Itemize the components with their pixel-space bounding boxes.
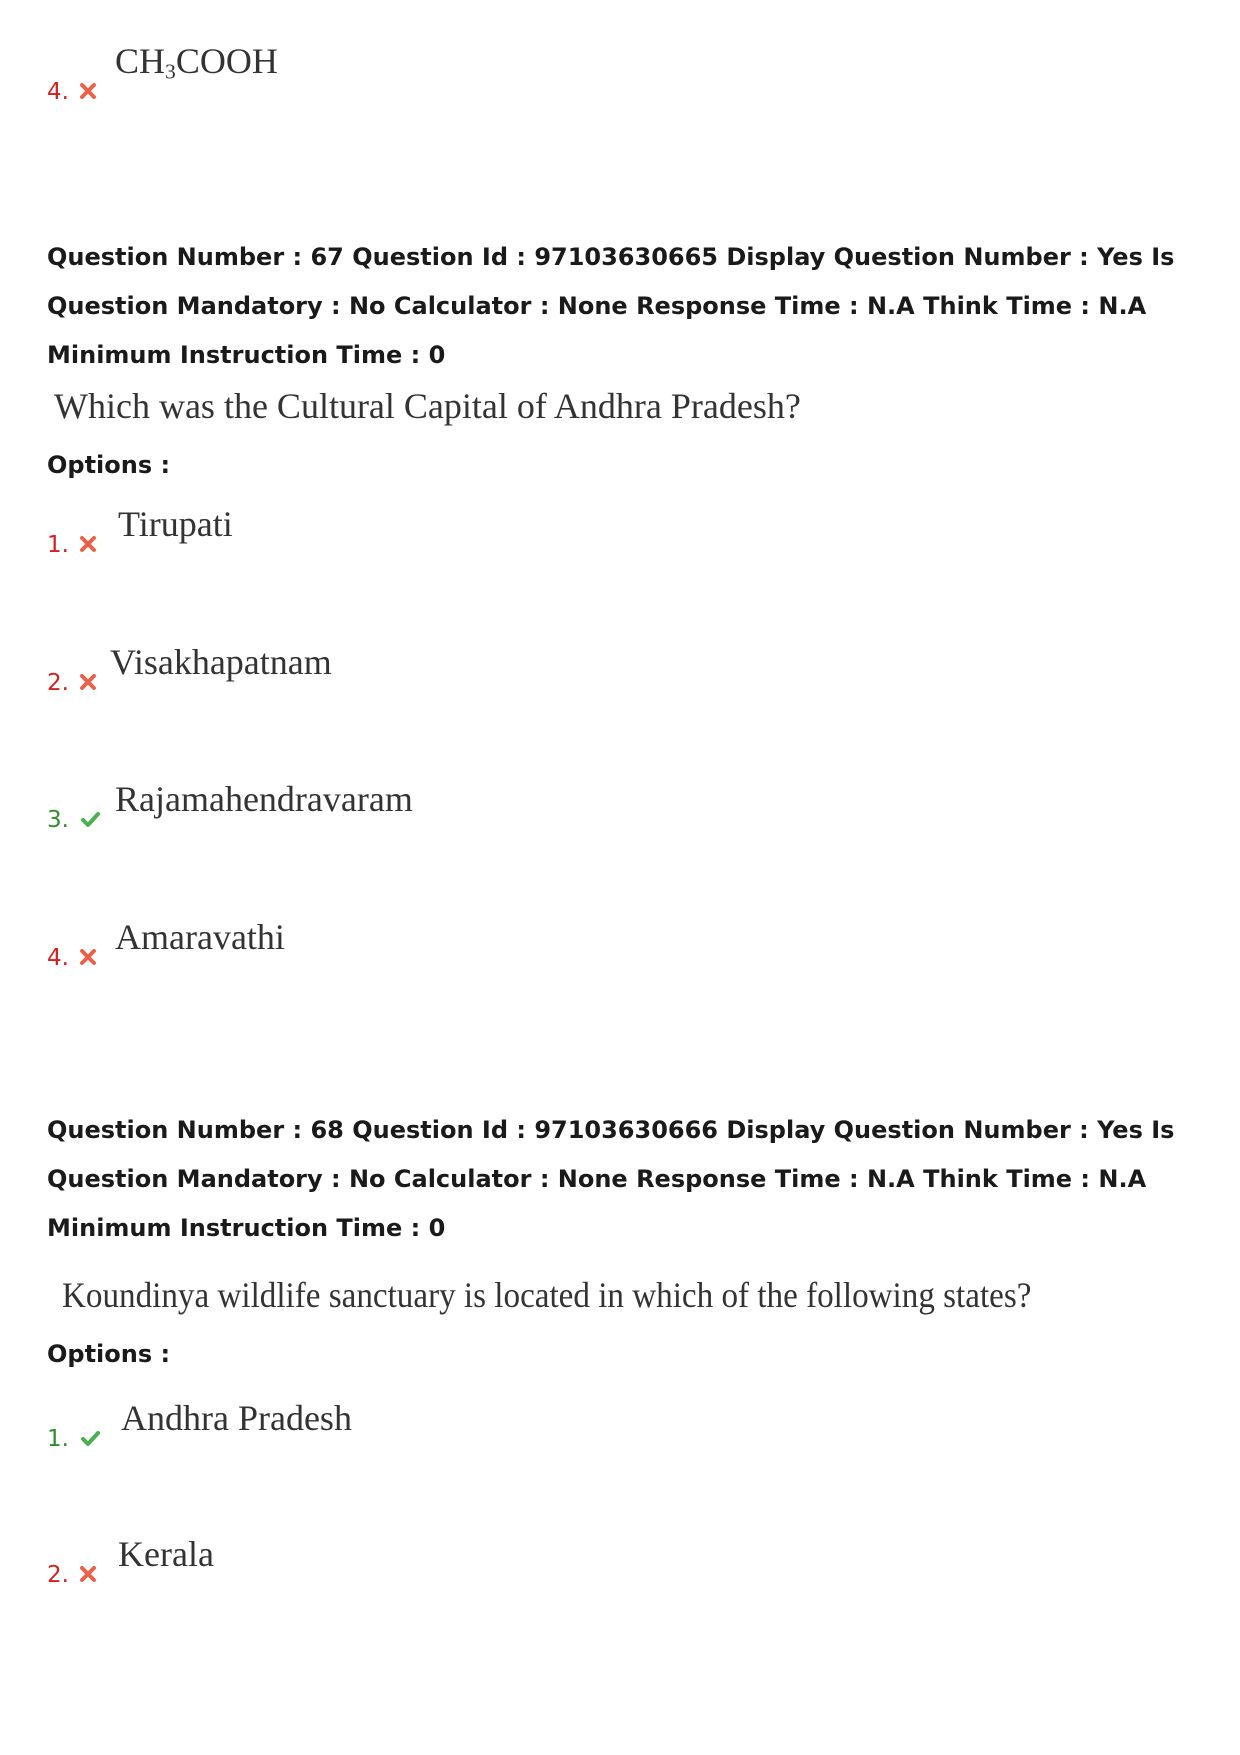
question-67-text: Which was the Cultural Capital of Andhra Pradesh? <box>54 386 801 426</box>
option-text: Rajamahendravaram <box>115 779 413 819</box>
cross-icon <box>78 672 98 692</box>
options-label: Options : <box>47 1340 171 1368</box>
question-67-meta: Question Number : 67 Question Id : 97103630665 Display Question Number : Yes Is Question Mandatory : No Calculator : None Response Time : N.A Think Time : N.A Minimum Instruction Time : 0 <box>47 243 1175 369</box>
option-text: Amaravathi <box>115 917 285 957</box>
option-text: Andhra Pradesh <box>121 1398 352 1438</box>
question-68-meta: Question Number : 68 Question Id : 97103630666 Display Question Number : Yes Is Question Mandatory : No Calculator : None Response Time : N.A Think Time : N.A Minimum Instruction Time : 0 <box>47 1116 1175 1242</box>
options-label: Options : <box>47 451 171 479</box>
option-number: 2. <box>47 1562 69 1588</box>
question-68-text: Koundinya wildlife sanctuary is located in which of the following states? <box>62 1275 1032 1315</box>
cross-icon <box>78 1564 98 1584</box>
option-text: $CH_3COOH$ <box>115 40 278 83</box>
cross-icon <box>78 947 98 967</box>
option-number: 4. <box>47 79 69 105</box>
option-number: 1. <box>47 1426 69 1452</box>
option-text: Tirupati <box>118 504 233 544</box>
option-number: 2. <box>47 670 69 696</box>
option-text: Kerala <box>118 1534 214 1574</box>
option-number: 3. <box>47 807 69 833</box>
option-number: 4. <box>47 945 69 971</box>
option-number: 1. <box>47 532 69 558</box>
cross-icon <box>78 534 98 554</box>
check-icon <box>78 809 102 829</box>
cross-icon <box>78 81 98 101</box>
option-text: Visakhapatnam <box>110 642 332 682</box>
check-icon <box>78 1428 102 1448</box>
